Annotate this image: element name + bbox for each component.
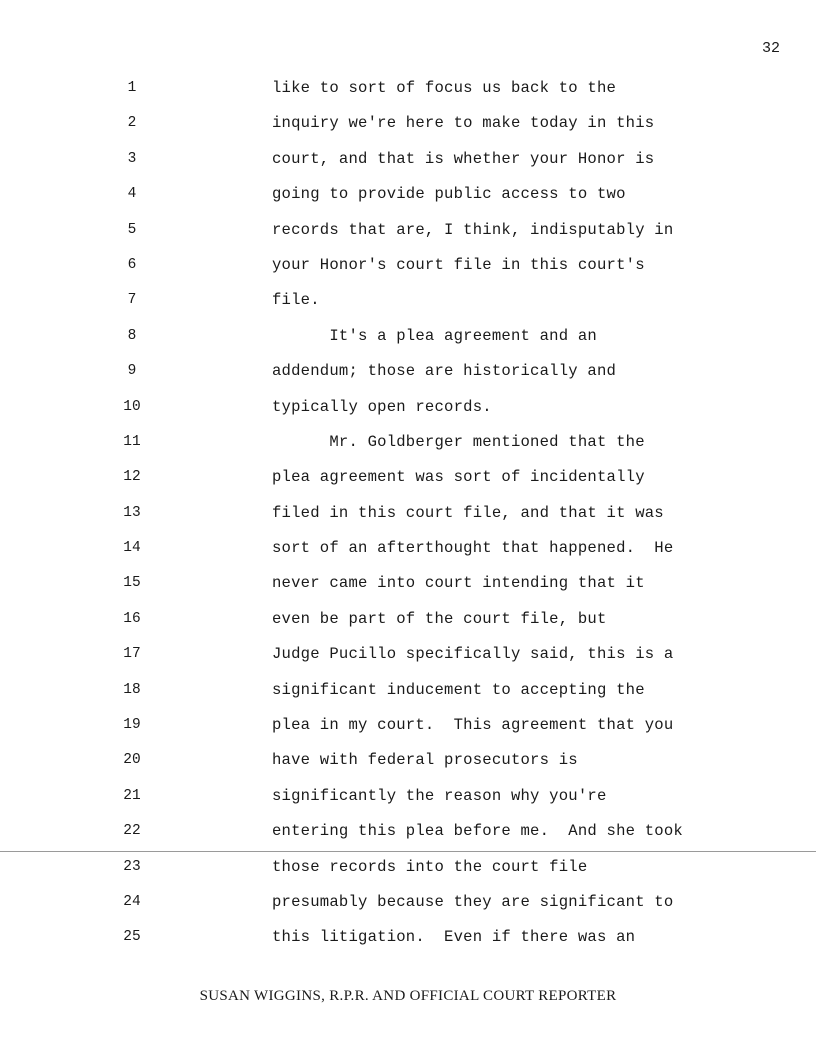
line-text: Mr. Goldberger mentioned that the [272, 432, 645, 451]
line-number: 12 [123, 469, 141, 486]
transcript-line [0, 782, 816, 817]
line-text: sort of an afterthought that happened. He [272, 539, 674, 558]
line-text: filed in this court file, and that it was [272, 503, 664, 522]
line-number: 14 [123, 540, 141, 557]
transcript-line [0, 357, 816, 392]
line-text: inquiry we're here to make today in this [272, 114, 655, 133]
line-text: never came into court intending that it [272, 574, 645, 593]
line-number: 20 [123, 752, 141, 769]
line-text: entering this plea before me. And she took [272, 822, 683, 841]
line-number: 5 [127, 221, 137, 238]
line-number: 10 [123, 398, 141, 415]
transcript-line [0, 923, 816, 958]
line-text: records that are, I think, indisputably in [272, 220, 674, 239]
scan-divider-line [0, 851, 816, 852]
line-text: plea agreement was sort of incidentally [272, 468, 645, 487]
line-text: addendum; those are historically and [272, 362, 617, 381]
line-text: like to sort of focus us back to the [272, 79, 617, 97]
line-number: 15 [123, 575, 141, 592]
transcript-line [0, 322, 816, 357]
line-text: going to provide public access to two [272, 185, 626, 204]
page-number: 32 [761, 40, 780, 57]
line-number: 3 [127, 150, 137, 167]
line-text: presumably because they are significant to [272, 892, 674, 911]
transcript-line [0, 499, 816, 534]
transcript-line [0, 145, 816, 180]
transcript-line [0, 74, 816, 109]
line-number: 11 [123, 433, 141, 450]
line-number: 4 [127, 186, 137, 203]
line-number: 16 [123, 610, 141, 627]
line-number: 7 [127, 292, 137, 309]
line-text: typically open records. [272, 397, 492, 416]
line-text: significant inducement to accepting the [272, 680, 645, 699]
line-text: those records into the court file [272, 857, 588, 876]
line-text: Judge Pucillo specifically said, this is a [272, 645, 674, 664]
transcript-line [0, 286, 816, 321]
transcript-line [0, 393, 816, 428]
line-number: 18 [123, 681, 141, 698]
transcript-line [0, 534, 816, 569]
transcript-line [0, 853, 816, 888]
line-number: 13 [123, 504, 141, 521]
transcript-line [0, 180, 816, 215]
transcript-line [0, 640, 816, 675]
transcript-line [0, 463, 816, 498]
line-number: 24 [123, 893, 141, 910]
line-text: your Honor's court file in this court's [272, 255, 645, 274]
line-number: 23 [123, 858, 141, 875]
transcript-line [0, 746, 816, 781]
line-text: court, and that is whether your Honor is [272, 149, 655, 168]
line-text: this litigation. Even if there was an [272, 928, 636, 947]
line-number: 19 [123, 717, 141, 734]
court-reporter-footer: SUSAN WIGGINS, R.P.R. AND OFFICIAL COURT REPORTER [199, 988, 617, 1004]
line-number: 1 [127, 80, 137, 96]
line-text: have with federal prosecutors is [272, 751, 578, 770]
line-number: 22 [123, 823, 141, 840]
line-number: 6 [127, 256, 137, 273]
line-number: 25 [123, 929, 141, 946]
transcript-line [0, 711, 816, 746]
transcript-line [0, 216, 816, 251]
transcript-line [0, 817, 816, 852]
transcript-line [0, 428, 816, 463]
transcript-line [0, 888, 816, 923]
line-text: significantly the reason why you're [272, 786, 607, 805]
line-number: 9 [127, 363, 137, 380]
transcript-line [0, 569, 816, 604]
line-number: 21 [123, 787, 141, 804]
line-text: It's a plea agreement and an [272, 326, 597, 345]
line-text: even be part of the court file, but [272, 609, 607, 628]
transcript-line [0, 676, 816, 711]
line-text: plea in my court. This agreement that you [272, 716, 674, 735]
transcript-line [0, 605, 816, 640]
transcript-line [0, 251, 816, 286]
line-number: 17 [123, 646, 141, 663]
line-number: 2 [127, 115, 137, 132]
transcript-body [0, 74, 816, 959]
transcript-line [0, 109, 816, 144]
line-number: 8 [127, 327, 137, 344]
line-text: file. [272, 291, 320, 310]
